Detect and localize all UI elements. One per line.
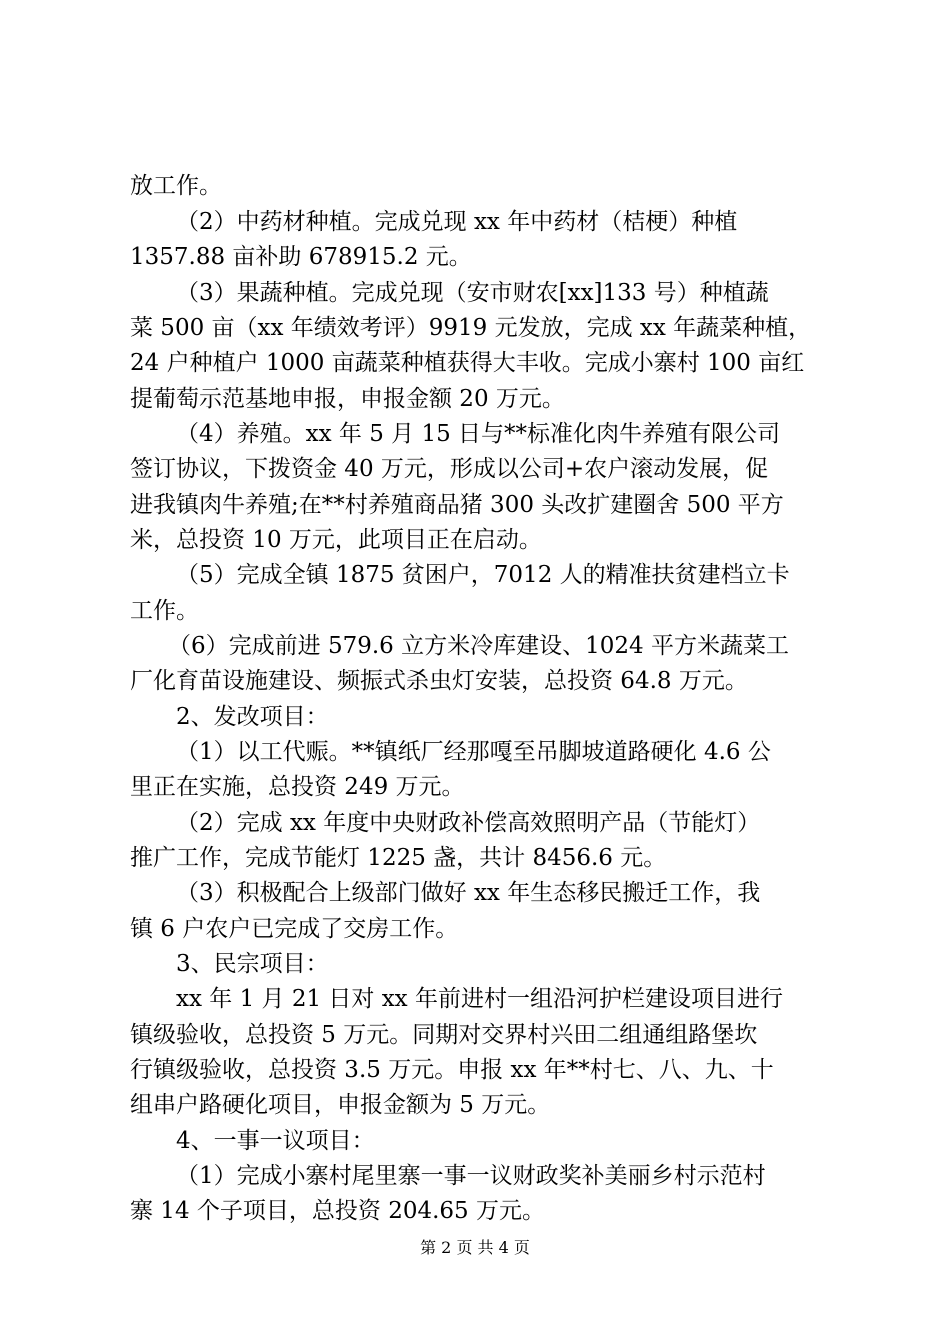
text-line: xx 年 1 月 21 日对 xx 年前进村一组沿河护栏建设项目进行 xyxy=(176,986,783,1012)
text-line: 放工作。 xyxy=(130,173,222,199)
section-heading: 4、一事一议项目： xyxy=(176,1128,375,1154)
text-line: （1）完成小寨村尾里寨一事一议财政奖补美丽乡村示范村 xyxy=(176,1163,766,1189)
text-line: 米，总投资 10 万元，此项目正在启动。 xyxy=(130,527,542,553)
text-line: 签订协议，下拨资金 40 万元，形成以公司+农户滚动发展，促 xyxy=(130,456,769,482)
text-line: 推广工作，完成节能灯 1225 盏，共计 8456.6 元。 xyxy=(130,845,667,871)
section-heading: 3、民宗项目： xyxy=(176,951,329,977)
text-line: （1）以工代赈。**镇纸厂经那嘎至吊脚坡道路硬化 4.6 公 xyxy=(176,739,771,765)
text-line: （5）完成全镇 1875 贫困户，7012 人的精准扶贫建档立卡 xyxy=(176,562,790,588)
text-line: （3）积极配合上级部门做好 xx 年生态移民搬迁工作，我 xyxy=(176,880,761,906)
text-line: （2）完成 xx 年度中央财政补偿高效照明产品（节能灯） xyxy=(176,810,761,836)
page-footer xyxy=(0,1238,950,1258)
text-line: 行镇级验收，总投资 3.5 万元。申报 xx 年**村七、八、九、十 xyxy=(130,1057,774,1083)
text-line: 菜 500 亩（xx 年绩效考评）9919 元发放，完成 xx 年蔬菜种植， xyxy=(130,315,812,341)
section-heading: 2、发改项目： xyxy=(176,704,329,730)
text-line: 厂化育苗设施建设、频振式杀虫灯安装，总投资 64.8 万元。 xyxy=(130,668,748,694)
text-line: （3）果蔬种植。完成兑现（安市财农[xx]133 号）种植蔬 xyxy=(176,280,769,306)
text-line: 1357.88 亩补助 678915.2 元。 xyxy=(130,244,472,270)
text-line: 提葡萄示范基地申报，申报金额 20 万元。 xyxy=(130,386,565,412)
text-line: （4）养殖。xx 年 5 月 15 日与**标准化肉牛养殖有限公司 xyxy=(176,421,781,447)
text-line: 进我镇肉牛养殖;在**村养殖商品猪 300 头改扩建圈舍 500 平方 xyxy=(130,492,784,518)
text-line: 寨 14 个子项目，总投资 204.65 万元。 xyxy=(130,1198,545,1224)
text-line: （6）完成前进 579.6 立方米冷库建设、1024 平方米蔬菜工 xyxy=(168,633,789,659)
text-line: （2）中药材种植。完成兑现 xx 年中药材（桔梗）种植 xyxy=(176,209,738,235)
page-number: 第 2 页 共 4 页 xyxy=(420,1238,530,1257)
text-line: 镇 6 户农户已完成了交房工作。 xyxy=(130,916,459,942)
text-line: 工作。 xyxy=(130,598,199,624)
text-line: 镇级验收，总投资 5 万元。同期对交界村兴田二组通组路堡坎 xyxy=(130,1022,758,1048)
text-line: 组串户路硬化项目，申报金额为 5 万元。 xyxy=(130,1092,551,1118)
text-line: 24 户种植户 1000 亩蔬菜种植获得大丰收。完成小寨村 100 亩红 xyxy=(130,350,805,376)
text-line: 里正在实施，总投资 249 万元。 xyxy=(130,774,465,800)
